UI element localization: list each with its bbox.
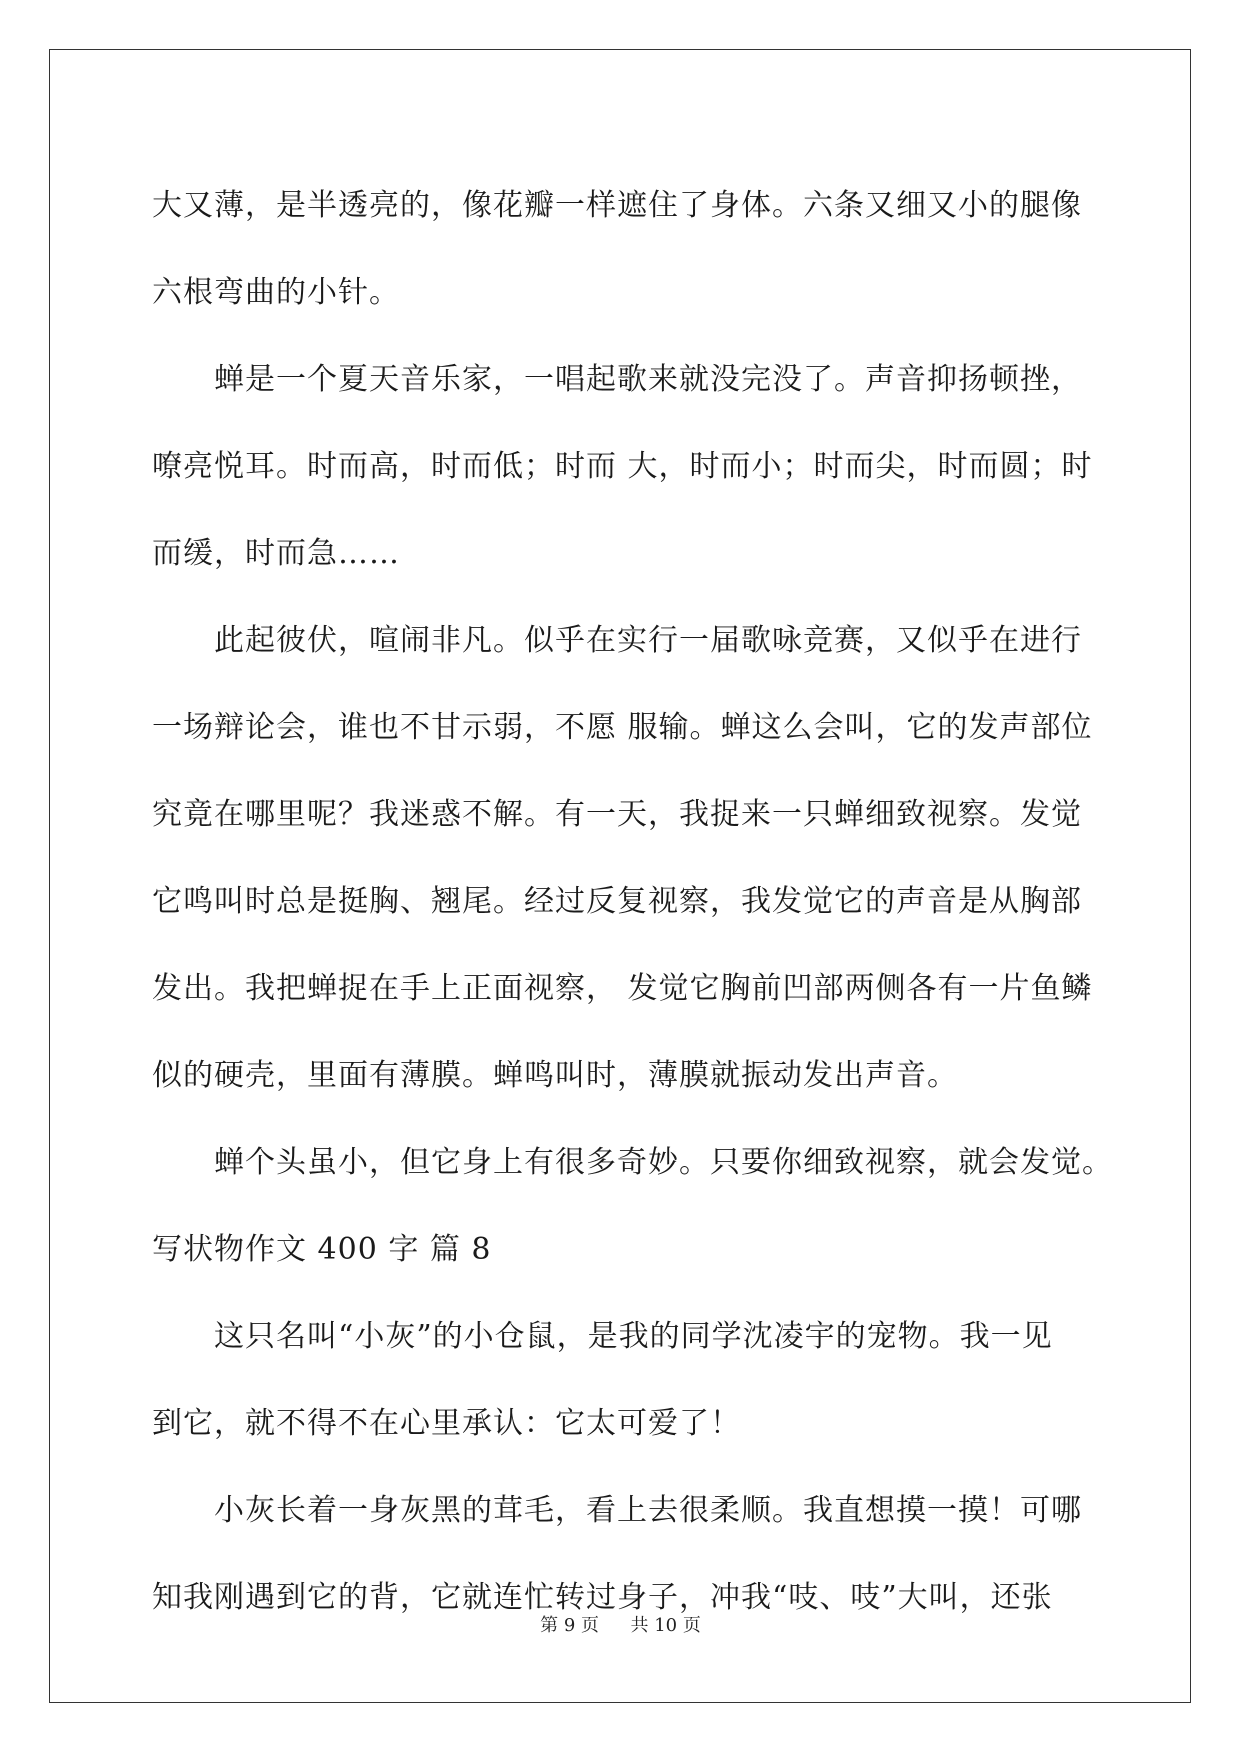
text-line: 六根弯曲的小针。 [152,275,400,310]
paragraph-start: 此起彼伏，喧闹非凡。似乎在实行一届歌咏竞赛，又似乎在进行 [214,623,1082,658]
text-line: 发出。我把蝉捉在手上正面视察， 发觉它胸前凹部两侧各有一片鱼鳞 [152,971,1093,1006]
text-line: 究竟在哪里呢？我迷惑不解。有一天，我捉来一只蝉细致视察。发觉 [152,797,1082,832]
text-line: 它鸣叫时总是挺胸、翘尾。经过反复视察，我发觉它的声音是从胸部 [152,884,1082,919]
text-line: 一场辩论会，谁也不甘示弱，不愿 服输。蝉这么会叫，它的发声部位 [152,710,1093,745]
paragraph-start: 蝉个头虽小，但它身上有很多奇妙。只要你细致视察，就会发觉。 [214,1145,1113,1180]
paragraph-start: 这只名叫“小灰”的小仓鼠，是我的同学沈凌宇的宠物。我一见 [214,1319,1053,1354]
section-heading: 写状物作文 400 字 篇 8 [152,1232,492,1267]
text-line: 大又薄，是半透亮的，像花瓣一样遮住了身体。六条又细又小的腿像 [152,188,1082,223]
text-line: 知我刚遇到它的背，它就连忙转过身子，冲我“吱、吱”大叫，还张 [152,1580,1053,1615]
text-line: 似的硬壳，里面有薄膜。蝉鸣叫时，薄膜就振动发出声音。 [152,1058,958,1093]
text-line: 嘹亮悦耳。时而高，时而低；时而 大，时而小；时而尖，时而圆；时 [152,449,1093,484]
paragraph-start: 小灰长着一身灰黑的茸毛，看上去很柔顺。我直想摸一摸！可哪 [214,1493,1082,1528]
text-line: 到它，就不得不在心里承认：它太可爱了！ [152,1406,741,1441]
paragraph-start: 蝉是一个夏天音乐家，一唱起歌来就没完没了。声音抑扬顿挫， [214,362,1082,397]
page-number: 第 9 页 [540,1615,600,1636]
page-footer [0,1611,1241,1637]
text-line: 而缓，时而急…… [152,536,400,571]
document-body [152,162,1113,1641]
page-total: 共 10 页 [630,1615,701,1636]
